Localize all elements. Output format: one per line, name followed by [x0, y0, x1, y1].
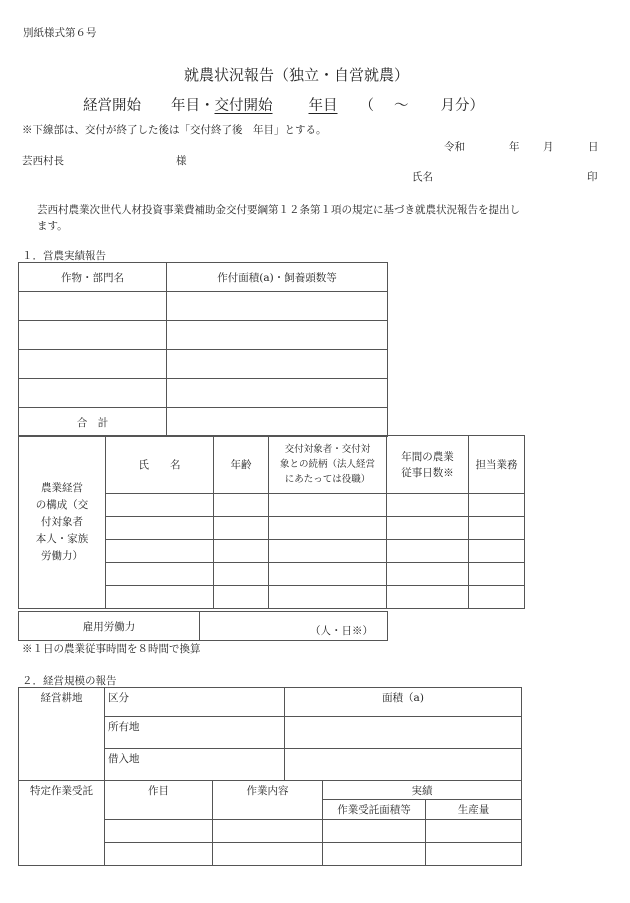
relation-cell[interactable]: [269, 540, 387, 563]
production-header: 生産量: [426, 800, 522, 820]
item-cell[interactable]: [105, 843, 213, 866]
age-cell[interactable]: [214, 563, 269, 586]
name-cell[interactable]: [106, 563, 214, 586]
form-number: 別紙様式第６号: [23, 27, 97, 39]
owned-area-cell[interactable]: [285, 717, 522, 749]
labor-table: [18, 435, 525, 609]
leased-area-cell[interactable]: [285, 749, 522, 781]
crop-header: 作物・部門名: [19, 263, 167, 292]
days-cell[interactable]: [387, 494, 469, 517]
crop-table: [18, 262, 388, 437]
col-age: 年齢: [214, 436, 269, 494]
area-cell[interactable]: [167, 321, 388, 350]
duty-cell[interactable]: [469, 540, 525, 563]
days-cell[interactable]: [387, 586, 469, 609]
relation-cell[interactable]: [269, 494, 387, 517]
crop-cell[interactable]: [19, 292, 167, 321]
hired-labor-table: [18, 611, 388, 641]
col-duty: 担当業務: [469, 436, 525, 494]
name-cell[interactable]: [106, 517, 214, 540]
grant-start-underlined: 交付開始 年目: [214, 98, 338, 114]
crop-cell[interactable]: [19, 350, 167, 379]
work-cell[interactable]: [213, 843, 323, 866]
section1-heading: １．営農実績報告: [22, 250, 106, 262]
relation-cell[interactable]: [269, 563, 387, 586]
name-label: 氏名: [412, 171, 433, 183]
owned-label: 所有地: [105, 717, 285, 749]
age-cell[interactable]: [214, 540, 269, 563]
production-cell[interactable]: [426, 843, 522, 866]
contract-table: [18, 780, 522, 866]
age-cell[interactable]: [214, 517, 269, 540]
name-cell[interactable]: [106, 494, 214, 517]
section2-heading: ２．経営規模の報告: [22, 675, 117, 687]
work-cell[interactable]: [213, 820, 323, 843]
days-cell[interactable]: [387, 540, 469, 563]
category-header: 区分: [105, 688, 285, 717]
hired-label: 雇用労働力: [19, 612, 200, 641]
name-cell[interactable]: [106, 540, 214, 563]
seal-label: 印: [587, 171, 598, 183]
col-relation: 交付対象者・交付対 象との続柄（法人経営 にあたっては役職）: [269, 436, 387, 494]
tilde: ～: [394, 98, 409, 114]
age-cell[interactable]: [214, 494, 269, 517]
year-label: 年目・: [171, 98, 215, 114]
total-value-cell[interactable]: [167, 408, 388, 437]
leased-label: 借入地: [105, 749, 285, 781]
col-days: 年間の農業 従事日数※: [387, 436, 469, 494]
duty-cell[interactable]: [469, 563, 525, 586]
honorific: 様: [176, 155, 187, 167]
date-day: 日: [588, 141, 599, 153]
management-start-label: 経営開始: [83, 98, 141, 114]
item-header: 作目: [105, 781, 213, 820]
addressee: 芸西村長: [22, 155, 64, 167]
underline-note: ※下線部は、交付が終了した後は「交付終了後 年目」とする。: [22, 124, 327, 136]
relation-cell[interactable]: [269, 586, 387, 609]
intro-line-2: ます。: [37, 220, 68, 232]
area-cell[interactable]: [167, 350, 388, 379]
area-header: 作付面積(a)・飼養頭数等: [167, 263, 388, 292]
crop-cell[interactable]: [19, 379, 167, 408]
hired-unit[interactable]: （人・日※）: [200, 612, 388, 641]
production-cell[interactable]: [426, 820, 522, 843]
land-label: 経営耕地: [19, 688, 105, 781]
duty-cell[interactable]: [469, 494, 525, 517]
duty-cell[interactable]: [469, 517, 525, 540]
item-cell[interactable]: [105, 820, 213, 843]
date-month: 月: [543, 141, 554, 153]
composition-label: 農業経営 の構成（交 付対象者 本人・家族 労働力）: [19, 436, 106, 609]
area-cell[interactable]: [167, 379, 388, 408]
age-cell[interactable]: [214, 586, 269, 609]
col-name: 氏 名: [106, 436, 214, 494]
form-title: 就農状況報告（独立・自営就農）: [184, 66, 410, 84]
area-cell[interactable]: [167, 292, 388, 321]
intro-line-1: 芸西村農業次世代人材投資事業費補助金交付要綱第１２条第１項の規定に基づき就農状況報告を提出し: [37, 204, 520, 216]
contract-area-cell[interactable]: [323, 843, 426, 866]
crop-cell[interactable]: [19, 321, 167, 350]
section1-footnote: ※１日の農業従事時間を８時間で換算: [22, 643, 201, 655]
date-year: 年: [509, 141, 520, 153]
contract-area-header: 作業受託面積等: [323, 800, 426, 820]
land-area-header: 面積（a): [285, 688, 522, 717]
contract-label: 特定作業受託: [19, 781, 105, 866]
result-header: 実績: [323, 781, 522, 800]
duty-cell[interactable]: [469, 586, 525, 609]
relation-cell[interactable]: [269, 517, 387, 540]
date-era: 令和: [444, 141, 465, 153]
total-label: 合 計: [19, 408, 167, 437]
name-cell[interactable]: [106, 586, 214, 609]
days-cell[interactable]: [387, 563, 469, 586]
land-table: [18, 687, 522, 781]
report-period-line: [83, 94, 484, 115]
open-paren: （: [359, 98, 374, 114]
contract-area-cell[interactable]: [323, 820, 426, 843]
work-header: 作業内容: [213, 781, 323, 820]
days-cell[interactable]: [387, 517, 469, 540]
month-label: 月分）: [440, 98, 484, 114]
